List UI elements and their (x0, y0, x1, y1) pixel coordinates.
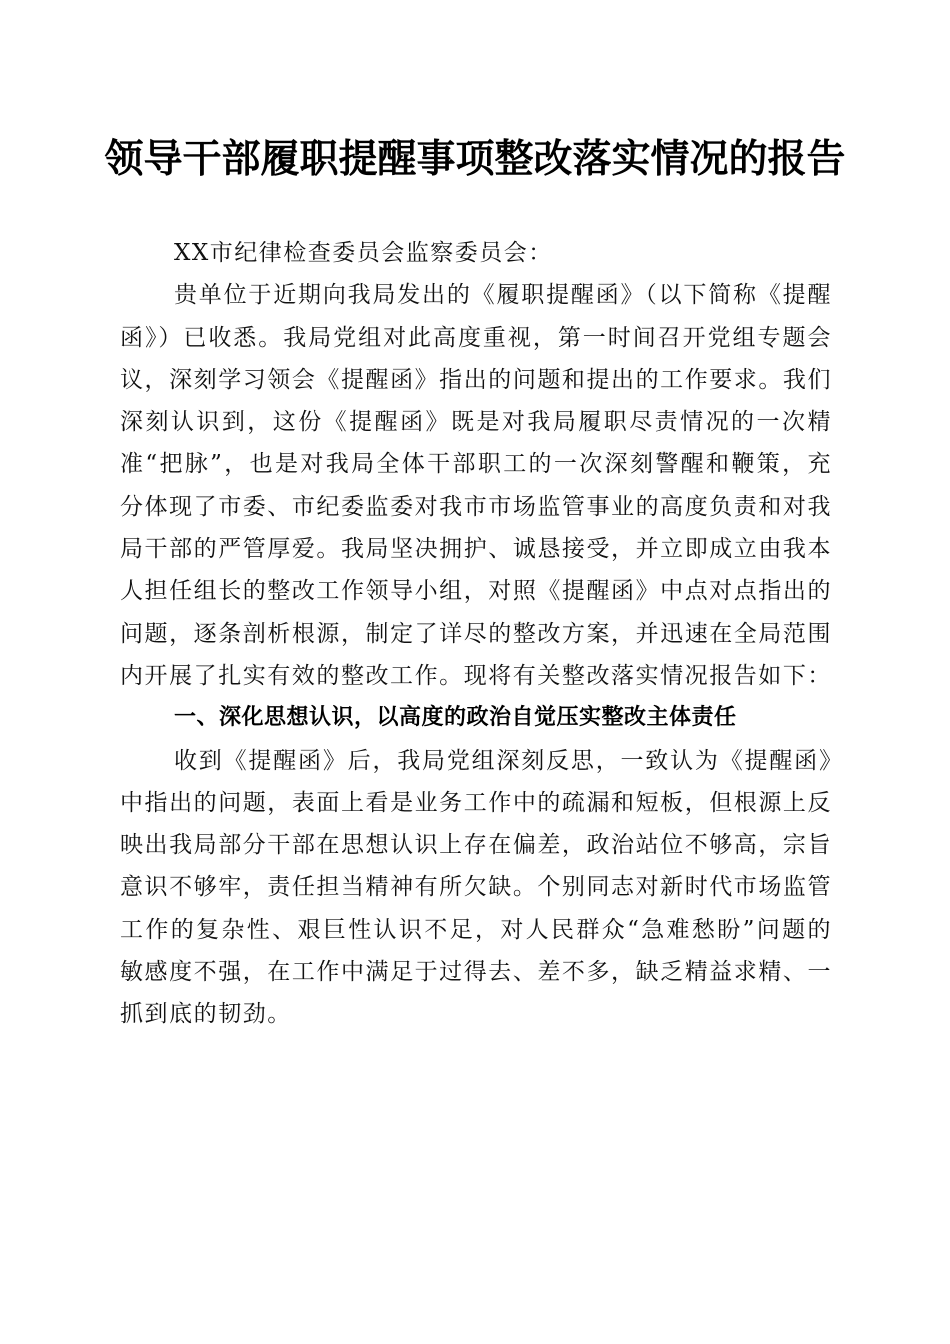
section-1-paragraph: 收到《提醒函》后，我局党组深刻反思，一致认为《提醒函》中指出的问题，表面上看是业务工作中的疏漏和短板，但根源上反映出我局部分干部在思想认识上存在偏差，政治站位不够高，宗旨意识不够牢，责任担当精神有所欠缺。个别同志对新时代市场监管工作的复杂性、艰巨性认识不足，对人民群众“急难愁盼”问题的敏感度不强，在工作中满足于过得去、差不多，缺乏精益求精、一抓到底的韧劲。 (120, 747, 832, 1028)
section-heading-1: 一、深化思想认识，以高度的政治自觉压实整改主体责任 (174, 705, 737, 731)
salutation: XX市纪律检查委员会监察委员会： (174, 240, 553, 266)
document-title: 领导干部履职提醒事项整改落实情况的报告 (104, 136, 846, 182)
intro-paragraph: 贵单位于近期向我局发出的《履职提醒函》（以下简称《提醒函》）已收悉。我局党组对此高度重视，第一时间召开党组专题会议，深刻学习领会《提醒函》指出的问题和提出的工作要求。我们深刻认识到，这份《提醒函》既是对我局履职尽责情况的一次精准“把脉”，也是对我局全体干部职工的一次深刻警醒和鞭策，充分体现了市委、市纪委监委对我市市场监管事业的高度负责和对我局干部的严管厚爱。我局坚决拥护、诚恳接受，并立即成立由我本人担任组长的整改工作领导小组，对照《提醒函》中点对点指出的问题，逐条剖析根源，制定了详尽的整改方案，并迅速在全局范围内开展了扎实有效的整改工作。现将有关整改落实情况报告如下： (120, 282, 832, 689)
document-body (120, 232, 832, 1036)
